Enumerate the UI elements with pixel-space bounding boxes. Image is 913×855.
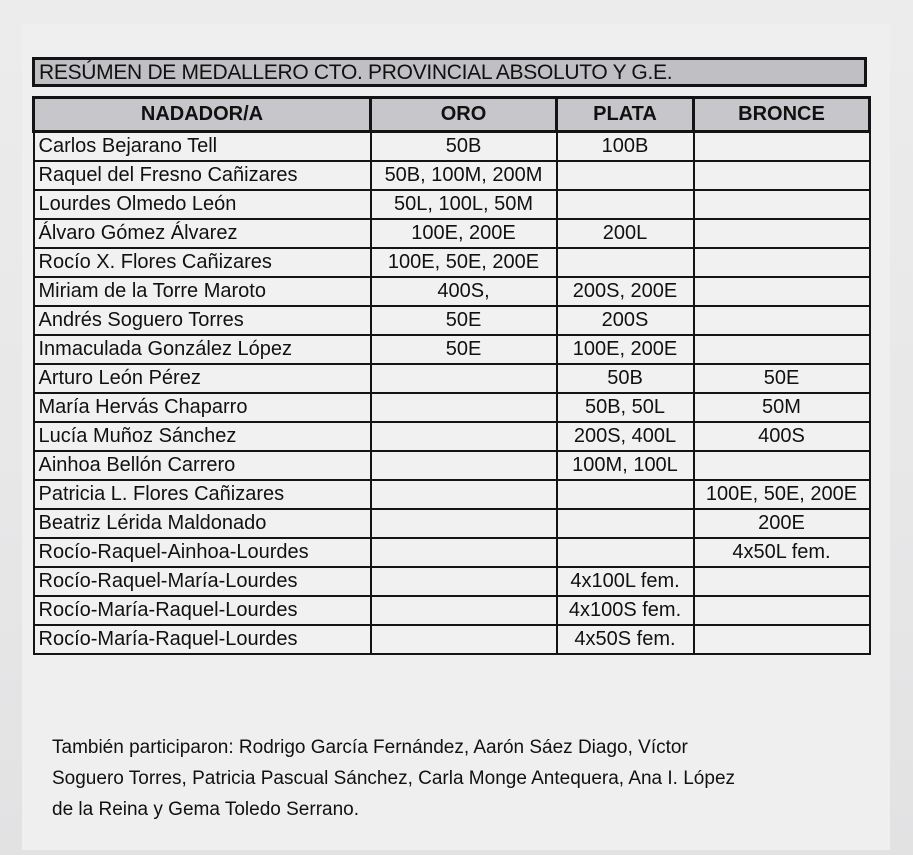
swimmer-name-cell: Andrés Soguero Torres [34, 306, 371, 335]
table-row [34, 364, 870, 393]
medal-table [32, 96, 871, 655]
swimmer-name-cell: Rocío-María-Raquel-Lourdes [34, 596, 371, 625]
table-row [34, 306, 870, 335]
header-row [34, 98, 870, 132]
oro-cell [371, 393, 557, 422]
oro-cell: 50B, 100M, 200M [371, 161, 557, 190]
table-row [34, 132, 870, 162]
plata-cell: 100E, 200E [557, 335, 694, 364]
header-plata: PLATA [557, 98, 694, 132]
plata-cell: 200S, 200E [557, 277, 694, 306]
oro-cell [371, 625, 557, 654]
table-row [34, 248, 870, 277]
swimmer-name-cell: María Hervás Chaparro [34, 393, 371, 422]
swimmer-name-cell: Carlos Bejarano Tell [34, 132, 371, 162]
plata-cell: 50B [557, 364, 694, 393]
table-row [34, 393, 870, 422]
plata-cell [557, 538, 694, 567]
bronce-cell: 200E [694, 509, 870, 538]
table-row [34, 422, 870, 451]
swimmer-name-cell: Arturo León Pérez [34, 364, 371, 393]
oro-cell: 50B [371, 132, 557, 162]
bronce-cell: 100E, 50E, 200E [694, 480, 870, 509]
table-row [34, 538, 870, 567]
participants-line-1: También participaron: Rodrigo García Fernández, Aarón Sáez Diago, Víctor [52, 737, 688, 758]
header-name: NADADOR/A [34, 98, 371, 132]
swimmer-name-cell: Rocío-Raquel-Ainhoa-Lourdes [34, 538, 371, 567]
table-row [34, 190, 870, 219]
bronce-cell [694, 277, 870, 306]
bronce-cell [694, 306, 870, 335]
swimmer-name-cell: Lucía Muñoz Sánchez [34, 422, 371, 451]
table-row [34, 161, 870, 190]
bronce-cell [694, 219, 870, 248]
swimmer-name-cell: Rocío-Raquel-María-Lourdes [34, 567, 371, 596]
bronce-cell [694, 335, 870, 364]
oro-cell: 50L, 100L, 50M [371, 190, 557, 219]
plata-cell [557, 161, 694, 190]
bronce-cell [694, 625, 870, 654]
participants-line-3: de la Reina y Gema Toledo Serrano. [52, 799, 359, 820]
swimmer-name-cell: Inmaculada González López [34, 335, 371, 364]
oro-cell [371, 451, 557, 480]
bronce-cell [694, 596, 870, 625]
bronce-cell [694, 567, 870, 596]
plata-cell: 200S [557, 306, 694, 335]
oro-cell [371, 422, 557, 451]
plata-cell [557, 190, 694, 219]
table-row [34, 625, 870, 654]
bronce-cell: 50E [694, 364, 870, 393]
plata-cell [557, 480, 694, 509]
table-row [34, 480, 870, 509]
oro-cell [371, 364, 557, 393]
table-row [34, 219, 870, 248]
oro-cell: 50E [371, 306, 557, 335]
oro-cell [371, 596, 557, 625]
table-row [34, 509, 870, 538]
plata-cell [557, 509, 694, 538]
oro-cell: 50E [371, 335, 557, 364]
header-bronce: BRONCE [694, 98, 870, 132]
bronce-cell [694, 161, 870, 190]
bronce-cell: 4x50L fem. [694, 538, 870, 567]
oro-cell: 400S, [371, 277, 557, 306]
oro-cell: 100E, 200E [371, 219, 557, 248]
plata-cell: 200L [557, 219, 694, 248]
plata-cell: 50B, 50L [557, 393, 694, 422]
plata-cell: 4x100L fem. [557, 567, 694, 596]
medal-table-body [34, 132, 870, 655]
swimmer-name-cell: Ainhoa Bellón Carrero [34, 451, 371, 480]
plata-cell: 100M, 100L [557, 451, 694, 480]
swimmer-name-cell: Álvaro Gómez Álvarez [34, 219, 371, 248]
oro-cell [371, 567, 557, 596]
table-row [34, 335, 870, 364]
swimmer-name-cell: Lourdes Olmedo León [34, 190, 371, 219]
plata-cell: 4x50S fem. [557, 625, 694, 654]
bronce-cell: 400S [694, 422, 870, 451]
plata-cell: 4x100S fem. [557, 596, 694, 625]
swimmer-name-cell: Raquel del Fresno Cañizares [34, 161, 371, 190]
bronce-cell [694, 248, 870, 277]
bronce-cell [694, 451, 870, 480]
header-oro: ORO [371, 98, 557, 132]
oro-cell [371, 480, 557, 509]
swimmer-name-cell: Patricia L. Flores Cañizares [34, 480, 371, 509]
table-row [34, 567, 870, 596]
plata-cell: 200S, 400L [557, 422, 694, 451]
oro-cell [371, 538, 557, 567]
table-row [34, 277, 870, 306]
swimmer-name-cell: Miriam de la Torre Maroto [34, 277, 371, 306]
plata-cell [557, 248, 694, 277]
swimmer-name-cell: Rocío-María-Raquel-Lourdes [34, 625, 371, 654]
bronce-cell [694, 190, 870, 219]
plata-cell: 100B [557, 132, 694, 162]
participants-line-2: Soguero Torres, Patricia Pascual Sánchez, Carla Monge Antequera, Ana I. López [52, 768, 736, 789]
table-row [34, 451, 870, 480]
table-row [34, 596, 870, 625]
oro-cell: 100E, 50E, 200E [371, 248, 557, 277]
bronce-cell [694, 132, 870, 162]
swimmer-name-cell: Beatriz Lérida Maldonado [34, 509, 371, 538]
oro-cell [371, 509, 557, 538]
bronce-cell: 50M [694, 393, 870, 422]
participants-note [52, 732, 832, 825]
swimmer-name-cell: Rocío X. Flores Cañizares [34, 248, 371, 277]
table-title: RESÚMEN DE MEDALLERO CTO. PROVINCIAL ABSOLUTO Y G.E. [32, 57, 867, 87]
